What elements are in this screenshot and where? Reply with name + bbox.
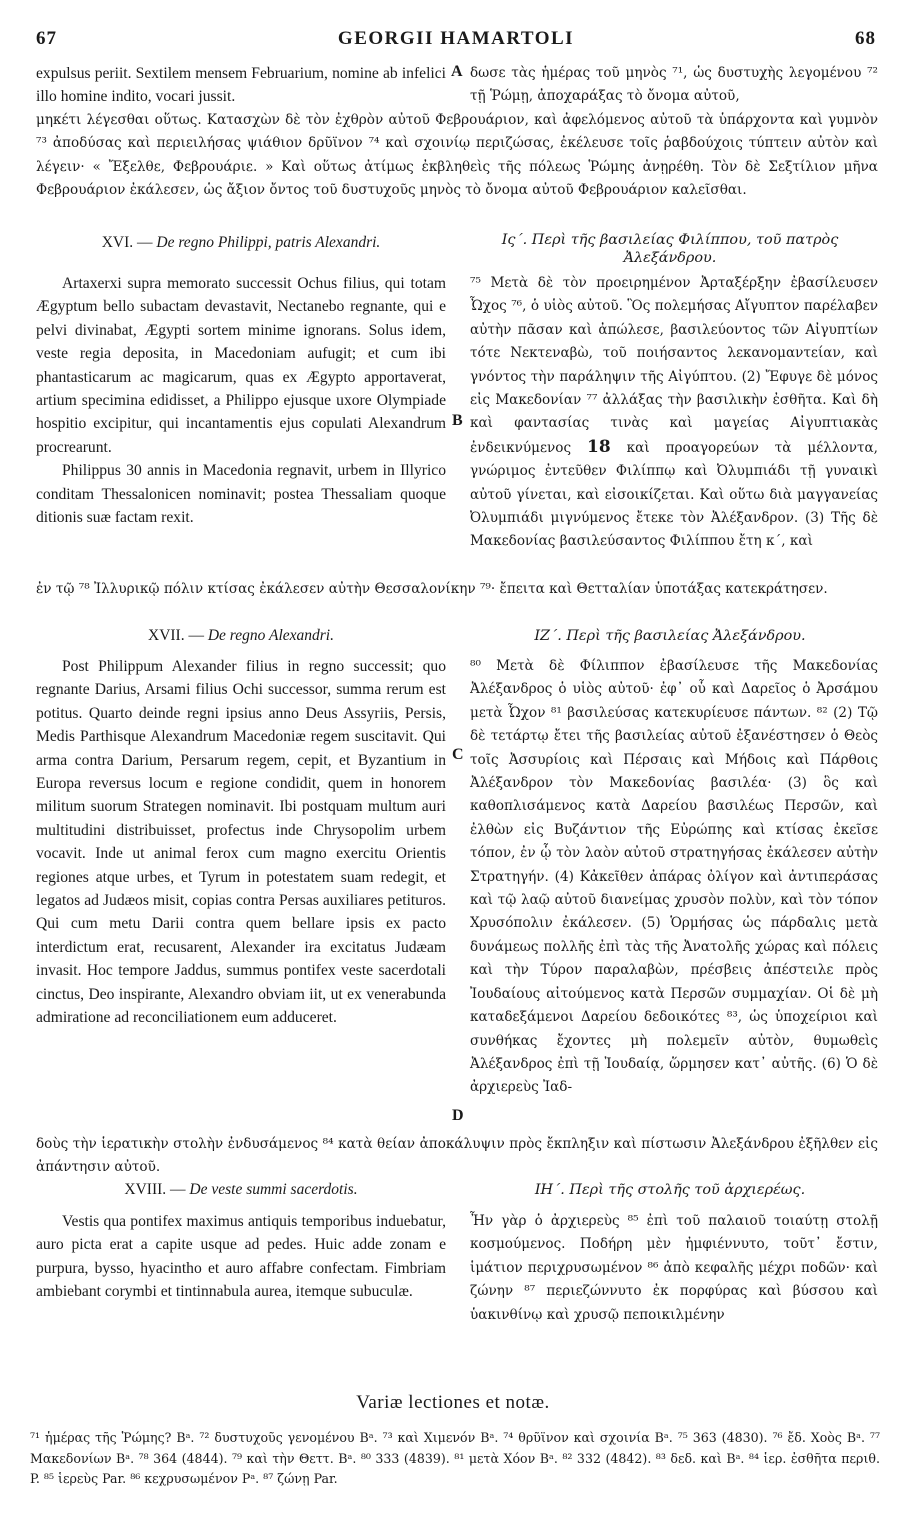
latin-body-18: Vestis qua pontifex maximus antiquis temporibus induebatur, auro picta erat a capite usque ad pedes. Huic adde zonam e purpura, bysso, hyacintho et auro affabre confectam. Fimbriam ambiebant corymbi et tintinnabula aurea, itemque subuculæ. xyxy=(36,1213,446,1301)
greek-body-16 xyxy=(470,272,878,554)
margin-number: 18 xyxy=(587,436,611,457)
greek-intro-full: μηκέτι λέγεσθαι οὕτως. Κατασχὼν δὲ τὸν ἐχθρὸν αὐτοῦ Φεβρουάριον, καὶ ἀφελόμενος αὐτοῦ τὰ ὑπάρχοντα καὶ γυμνὸν ⁷³ ἀποδύσας καὶ περιειλήσας ψιάθιον δρῦϊνον ⁷⁴ καὶ σχοινίῳ περιζώσας, ἐκέλευσε τοῖς ῥαβδούχοις τύπτειν αὐτὸν καὶ λέγειν· « Ἔξελθε, Φεβρουάριε. » Καὶ οὕτως ἀτίμως ἐκβληθεὶς τῆς πόλεως Ῥώμης ἀνῃρέθη. Τὸν δὲ Σεξτίλιον μῆνα Φεβρουάριον ἐκάλεσεν, ὡς ἄξιον ὄντος τοῦ δυστυχοῦς μηνὸς τὸ ὄνομα αὐτοῦ Φεβρουάριον καλεῖσθαι. xyxy=(36,112,878,199)
margin-letter-d: D xyxy=(452,1107,464,1124)
greek-heading-18: ΙΗ΄. Περὶ τῆς στολῆς τοῦ ἀρχιερέως. xyxy=(534,1182,806,1198)
latin-body-17: Post Philippum Alexander filius in regno successit; quo regnante Darius, Arsami filius Ochi successor, summa rerum est potitus. Quarto deinde regni ipsius anno Deus Assyriis, Persis, Medis Parthisque Alexandrum Macedoniæ regem suscitavit. Qui arma contra Darium, Persarum regem, cepit, et Byzantium in Europa reversus locum e regione condidit, quem in honorem militum suorum Strategen nominavit. Ibi postquam multum auri multitudini distribuisset, profectus inde Chrysopolim urbem vocavit. Inde ut animal ferox cum magno exercitu Orientis regiones atque urbes, et Tyrum in potestatem suam redegit, et legatos ad Judæos misit, copias contra Persas auxiliares petituros. Qui cum metu Darii contra quem bellare ipsis ex pacto interdictum erat, recusarent, Alexander ira excitatus Judæam invasit. Hoc tempore Jaddus, summus pontifex veste sacerdotali cinctus, Deo inspirante, Alexandro obviam iit, ut ex venerabunda admiratione ad reconciliationem eum adduceret. xyxy=(36,658,446,1027)
heading-title: De regno Philippi, patris Alexandri. xyxy=(156,234,381,251)
heading-number: XVII. — xyxy=(148,627,208,644)
margin-letter-c: C xyxy=(452,746,464,763)
notes-heading: Variæ lectiones et notæ. xyxy=(356,1392,550,1413)
greek-heading-17: ΙΖ΄. Περὶ τῆς βασιλείας Ἀλεξάνδρου. xyxy=(534,628,806,644)
greek-body-17: ⁸⁰ Μετὰ δὲ Φίλιππον ἐβασίλευσε τῆς Μακεδονίας Ἀλέξανδρος ὁ υἱὸς αὐτοῦ· ἐφ᾽ οὗ καὶ Δαρεῖος ὁ Ἀρσάμου μετὰ Ὦχον ⁸¹ βασιλεύσας κατεκυρίευσε πάντων. ⁸² (2) Τῷ δὲ τετάρτῳ ἔτει τῆς βασιλείας αὐτοῦ ἐξανέστησεν ὁ Θεὸς τοῖς Ἀσσυρίοις καὶ Πέρσαις καὶ Μήδοις καὶ Πάρθοις Ἀλέξανδρον τὸν Μακεδονίας βασιλέα· (3) ὃς καὶ καθοπλισάμενος κατὰ Δαρείου βασιλέως Περσῶν, καὶ ἐλθὼν εἰς Βυζάντιον τῆς Εὐρώπης καὶ κτίσας ἐκεῖσε τόπον, ἐν ᾧ τὸν λαὸν αὐτοῦ στρατηγήσας ἐκάλεσεν αὐτὴν Στρατηγήν. (4) Κἀκεῖθεν ἀπάρας ὀλίγον καὶ ἀντιπεράσας καὶ τῷ λαῷ αὐτοῦ διανείμας χρυσὸν πολὺν, καὶ τὸν τόπον Χρυσόπολιν ἐκάλεσεν. (5) Ὁρμήσας ὡς πάρδαλις μετὰ δυνάμεως πολλῆς ἐπὶ τὰς τῆς Ἀνατολῆς χώρας καὶ πόλεις καὶ τὴν Τύρον παραλαβὼν, πρέσβεις ἀπέστειλε πρὸς Ἰουδαίους αἰτούμενος κατὰ Περσῶν συμμαχίαν. Οἱ δὲ μὴ καταδεξάμενοι Δαρείου δεδοικότες ⁸³, ὡς ὑποχείριοι καὶ συνθήκας ἔχοντες μὴ πολεμεῖν αὐτὸν, θυμωθεὶς Ἀλέξανδρος ἐπὶ τῇ Ἰουδαίᾳ, ὥρμησεν κατ᾽ αὐτῆς. (6) Ὁ δὲ ἀρχιερεὺς Ἰαδ- xyxy=(470,658,878,1096)
latin-intro: expulsus periit. Sextilem mensem Februarium, nomine ab infelici illo homine indito, vocari jussit. xyxy=(36,65,446,106)
variant-readings-notes: ⁷¹ ἡμέρας τῆς Ῥώμης? Bᵃ. ⁷² δυστυχοῦς γενομένου Bᵃ. ⁷³ καὶ Χιμενόν Bᵃ. ⁷⁴ θρῦϊνον καὶ σχοινία Bᵃ. ⁷⁵ 363 (4830). ⁷⁶ ἔδ. Χοὸς Bᵃ. ⁷⁷ Μακεδονίων Bᵃ. ⁷⁸ 364 (4844). ⁷⁹ καὶ τὴν Θεττ. Bᵃ. ⁸⁰ 333 (4839). ⁸¹ μετὰ Χόον Bᵃ. ⁸² 332 (4842). ⁸³ δεδ. καὶ Bᵃ. ⁸⁴ ἱερ. ἐσθῆτα περιθ. P. ⁸⁵ ἱερεὺς Par. ⁸⁶ κεχρυσωμένον Pᵃ. ⁸⁷ ζώνῃ Par. xyxy=(30,1430,880,1486)
page-number-left: 67 xyxy=(36,28,57,49)
greek-body-18: Ἦν γὰρ ὁ ἀρχιερεὺς ⁸⁵ ἐπὶ τοῦ παλαιοῦ τοιαύτῃ στολῇ κοσμούμενος. Ποδήρη μὲν ἠμφιέννυτο, τοῦτ᾽ ἔστιν, ἱμάτιον περιχρυσωμένον ⁸⁶ ἀπὸ κεφαλῆς μέχρι ποδῶν· καὶ ζώνην ⁸⁷ περιεζώννυτο ἐκ πορφύρας καὶ βύσσου καὶ ὑακινθίνῳ καὶ χρυσῷ πεποικιλμένην xyxy=(470,1213,878,1323)
latin-paragraph: Philippus 30 annis in Macedonia regnavit, urbem in Illyrico conditam Thessalonicen nominavit; postea Thessaliam quoque ditionis suæ factam rexit. xyxy=(36,462,446,527)
heading-number: XVIII. — xyxy=(124,1181,190,1198)
latin-heading-17 xyxy=(36,626,446,646)
heading-title: De regno Alexandri. xyxy=(207,627,334,644)
greek-intro-right: δωσε τὰς ἡμέρας τοῦ μηνὸς ⁷¹, ὡς δυστυχὴς λεγομένου ⁷² τῇ Ῥώμῃ, ἀποχαράξας τὸ ὄνομα αὐτοῦ, xyxy=(470,65,878,105)
running-title: GEORGII HAMARTOLI xyxy=(337,28,575,49)
page-number-right: 68 xyxy=(855,28,876,49)
greek-body-17-full: δοὺς τὴν ἱερατικὴν στολὴν ἐνδυσάμενος ⁸⁴ κατὰ θείαν ἀποκάλυψιν πρὸς ἔκπληξιν καὶ πίστωσιν Ἀλεξάνδρου ἐξῆλθεν εἰς ἀπάντησιν αὐτοῦ. xyxy=(36,1136,878,1176)
running-header xyxy=(36,28,876,52)
heading-title: De veste summi sacerdotis. xyxy=(189,1181,358,1198)
greek-text: καὶ προαγορεύων τὰ μέλλοντα, γνώριμος ἐντεῦθεν Φιλίππῳ καὶ Ὀλυμπιάδι τῇ γυναικὶ αὐτοῦ γίνεται, καὶ εἰσοικίζεται. Καὶ οὕτω διὰ μαγγανείας Ὀλυμπιάδι μιγνύμενος ἔτεκε τὸν Ἀλέξανδρον. (3) Τῆς δὲ Μακεδονίας βασιλεύσαντος Φιλίππου ἔτη κ΄, καὶ xyxy=(470,439,879,550)
greek-text: ⁷⁵ Μετὰ δὲ τὸν προειρημένον Ἀρταξέρξην ἐβασίλευσεν Ὦχος ⁷⁶, ὁ υἱὸς αὐτοῦ. Ὃς πολεμήσας Αἴγυπτον παρέλαβεν αὐτὴν πᾶσαν καὶ ἀπώλεσε, βασιλεύοντος τῶν Αἰγυπτίων τότε Νεκτεναβὼ, τοῦ ποιήσαντος λεκανομαντείαν, καὶ γνόντος τὴν παράληψιν τῆς Αἰγύπτου. (2) Ἔφυγε δὲ μόνος εἰς Μακεδονίαν ⁷⁷ ἀλλάξας τὴν βασιλικὴν ἐσθῆτα. Καὶ δὴ καὶ φαντασίας τινὰς καὶ μαγείας Αἰγυπτιακὰς ἐνδεικνύμενος xyxy=(470,275,878,456)
margin-letter-b: B xyxy=(452,412,463,429)
latin-heading-16 xyxy=(36,233,446,253)
latin-paragraph: Artaxerxi supra memorato successit Ochus filius, qui totam Ægyptum bello subactam devastavit, Nectanebo regnante, qui e pelvi divinabat, Ægypti sortem minime ignorans. Solus idem, veste regia deposita, in Macedoniam aufugit; et cum ibi phantasticarum ac magicarum, quas ex Ægypto apportaverat, artium specimina edidisset, a Philippo ejusque uxore Olympiade hospitio excipitur, qui incantamentis ejus copulati Alexandrum procrearunt. xyxy=(36,275,446,456)
heading-number: XVI. — xyxy=(101,234,157,251)
margin-letter-a: A xyxy=(451,63,463,80)
greek-body-16-full: ἐν τῷ ⁷⁸ Ἰλλυρικῷ πόλιν κτίσας ἐκάλεσεν αὐτὴν Θεσσαλονίκην ⁷⁹· ἔπειτα καὶ Θετταλίαν ὑποτάξας κατεκράτησεν. xyxy=(36,581,828,597)
greek-heading-16: Ις΄. Περὶ τῆς βασιλείας Φιλίππου, τοῦ πατρὸς Ἀλεξάνδρου. xyxy=(501,232,839,266)
latin-body-16 xyxy=(36,272,446,529)
latin-heading-18 xyxy=(36,1180,446,1200)
